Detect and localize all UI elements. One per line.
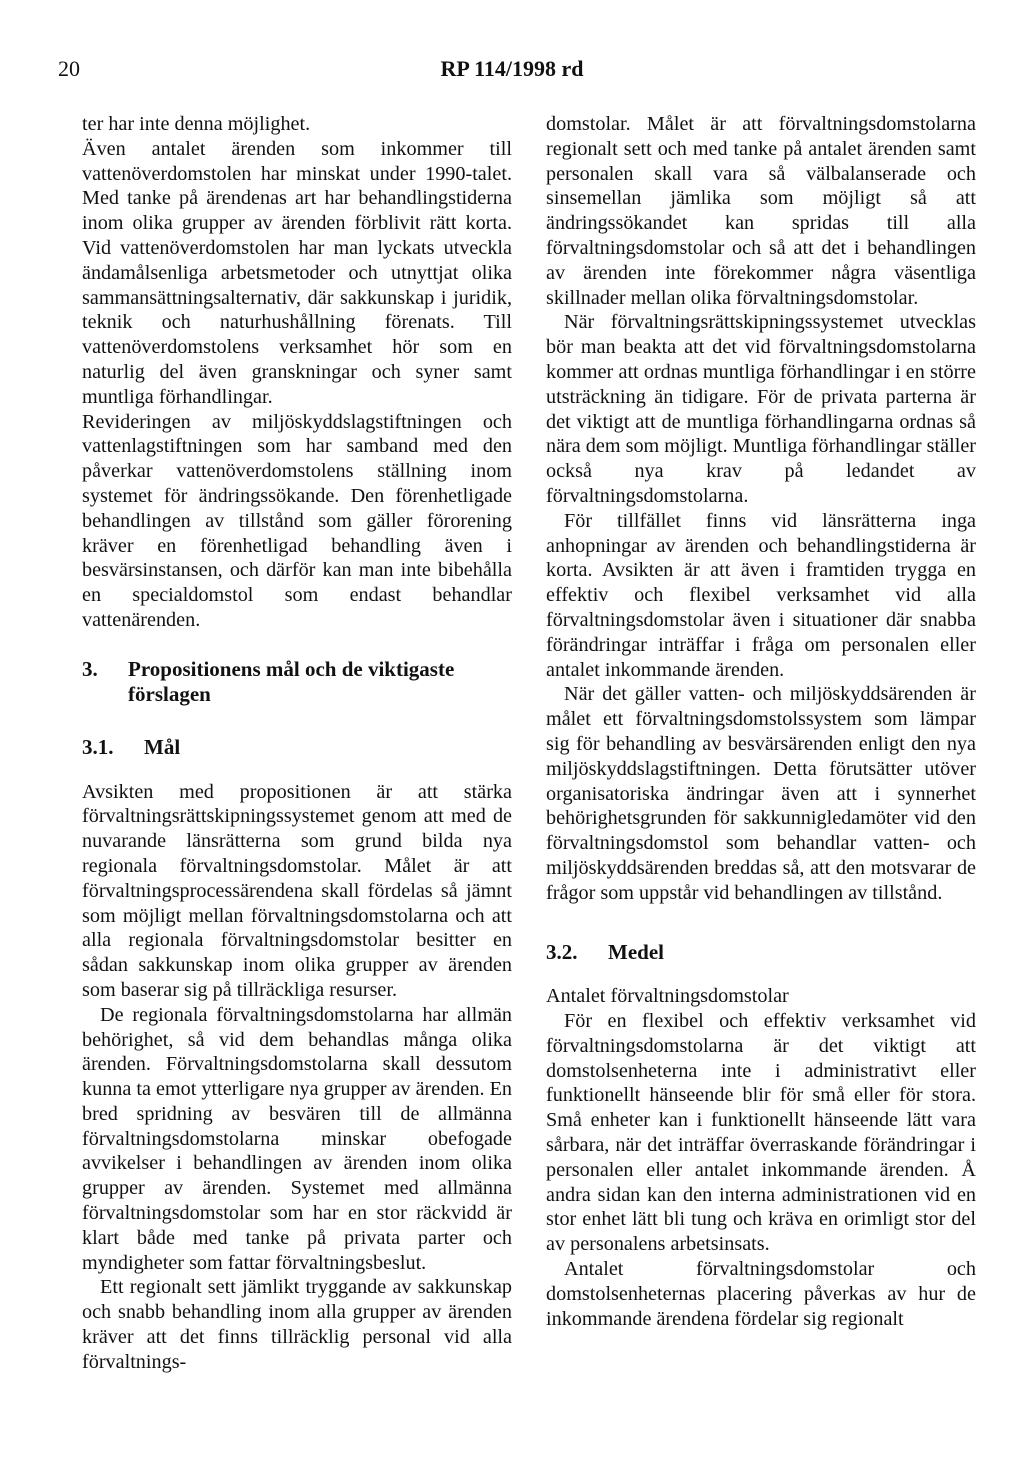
section-3-2-heading (546, 940, 976, 965)
paragraph: Även antalet ärenden som inkommer till vattenöverdomstolen har minskat under 1990-talet. Med tanke på ärendenas art har behandlingstiderna inom olika grupper av ärenden förblivit rätt korta. Vid vattenöverdomstolen har man lyckats utveckla ändamålsenliga arbetsmetoder och utnyttjat olika sammansättningsalternativ, där sakkunskap i juridik, teknik och naturhushållning förenats. Till vattenöverdomstolens verksamhet hör som en naturlig del även granskningar och syner samt muntliga förhandlingar. (82, 137, 512, 408)
paragraph: Avsikten med propositionen är att stärka förvaltningsrättskipningssystemet genom att med de nuvarande länsrätterna som grund bilda nya regionala förvaltningsdomstolar. Målet är att förvaltningsprocessärendena skall fördelas så jämnt som möjligt mellan förvaltningsdomstolarna och att alla regionala förvaltningsdomstolar besitter en sådan sakkunskap inom olika grupper av ärenden som baserar sig på tillräckliga resurser. (82, 780, 512, 1001)
paragraph: När förvaltningsrättskipningssystemet utvecklas bör man beakta att det vid förvaltningsdomstolarna kommer att ordnas muntliga förhandlingar i en större utsträckning än tidigare. För de privata parterna är det viktigt att de muntliga förhandlingarna ordnas så nära dem som möjligt. Muntliga förhandlingar ställer också nya krav på ledandet av förvaltningsdomstolarna. (546, 311, 977, 507)
section-3-1-heading (82, 735, 512, 760)
section-number: 3.2. (546, 939, 578, 964)
left-column (82, 112, 512, 1375)
paragraph: För en flexibel och effektiv verksamhet vid förvaltningsdomstolarna är det viktigt att domstolsenheterna inte i administrativt eller funktionellt hänseende blir för små eller för stora. Små enheter kan i funktionellt hänseende lätt vara sårbara, när det inträffar överraskande förändringar i personalen eller antalet inkommande ärenden. Å andra sidan kan den interna administrationen vid en stor enhet lätt bli tung och kräva en orimligt stor del av personalens arbetsinsats. (546, 1010, 976, 1256)
paragraph: domstolar. Målet är att förvaltningsdomstolarna regionalt sett och med tanke på antalet ärenden samt personalen skall vara så välbalanserade och sinsemellan jämlika som möjligt så att ändringssökandet kan spridas till alla förvaltningsdomstolar och så att det i behandlingen av ärenden inte förekommer några väsentliga skillnader mellan olika förvaltningsdomstolar. (546, 113, 976, 309)
paragraph: Antalet förvaltningsdomstolar och domstolsenheternas placering påverkas av hur de inkommande ärendena fördelar sig regionalt (546, 1258, 976, 1330)
right-column (546, 112, 976, 1331)
paragraph: ter har inte denna möjlighet. (82, 113, 311, 135)
section-title: Medel (608, 939, 664, 964)
section-3-heading (82, 657, 512, 707)
subheading: Antalet förvaltningsdomstolar (546, 985, 789, 1008)
running-head: RP 114/1998 rd (440, 56, 584, 81)
section-number: 3. (82, 656, 98, 681)
paragraph: Ett regionalt sett jämlikt tryggande av sakkunskap och snabb behandling inom alla grupper av ärenden kräver att det finns tillräcklig personal vid alla förvaltnings- (82, 1276, 512, 1373)
section-number: 3.1. (82, 734, 114, 759)
page-number: 20 (58, 56, 80, 81)
paragraph: Revideringen av miljöskyddslagstiftningen och vattenlagstiftningen som har samband med den påverkar vattenöverdomstolens ställning inom systemet för ändringssökande. Den förenhetligade behandlingen av tillstånd som gäller förorening kräver en förenhetligad behandling även i besvärsinstansen, och därför kan man inte bibehålla en specialdomstol som endast behandlar vattenärenden. (82, 410, 512, 631)
paragraph: För tillfället finns vid länsrätterna inga anhopningar av ärenden och behandlingstiderna är korta. Avsikten är att även i framtiden trygga en effektiv och flexibel verksamhet vid alla förvaltningsdomstolar även i situationer där snabba förändringar inträffar i fråga om personalen eller antalet inkommande ärenden. (546, 509, 976, 681)
section-title: Mål (144, 734, 181, 759)
paragraph: De regionala förvaltningsdomstolarna har allmän behörighet, så vid dem behandlas många olika ärenden. Förvaltningsdomstolarna skall dessutom kunna ta emot ytterligare nya grupper av ärenden. En bred spridning av besvären till de allmänna förvaltningsdomstolarna minskar obefogade avvikelser i behandlingen av ärenden inom olika grupper av ärenden. Systemet med allmänna förvaltningsdomstolar som har en stor räckvidd är klart både med tanke på privata parter och myndigheter som fattar förvaltningsbeslut. (82, 1003, 512, 1274)
paragraph: När det gäller vatten- och miljöskyddsärenden är målet ett förvaltningsdomstolssystem som lämpar sig för behandling av besvärsärenden enligt den nya miljöskyddslagstiftningen. Detta förutsätter utöver organisatoriska ändringar även att i synnerhet behörighetsgrunden för sakkunnigledamöter vid den förvaltningsdomstol som behandlar vatten- och miljöskyddsärenden breddas så, att den motsvarar de frågor som uppstår vid behandlingen av tillstånd. (546, 683, 976, 904)
section-title: Propositionens mål och de viktigaste förslagen (128, 656, 455, 706)
